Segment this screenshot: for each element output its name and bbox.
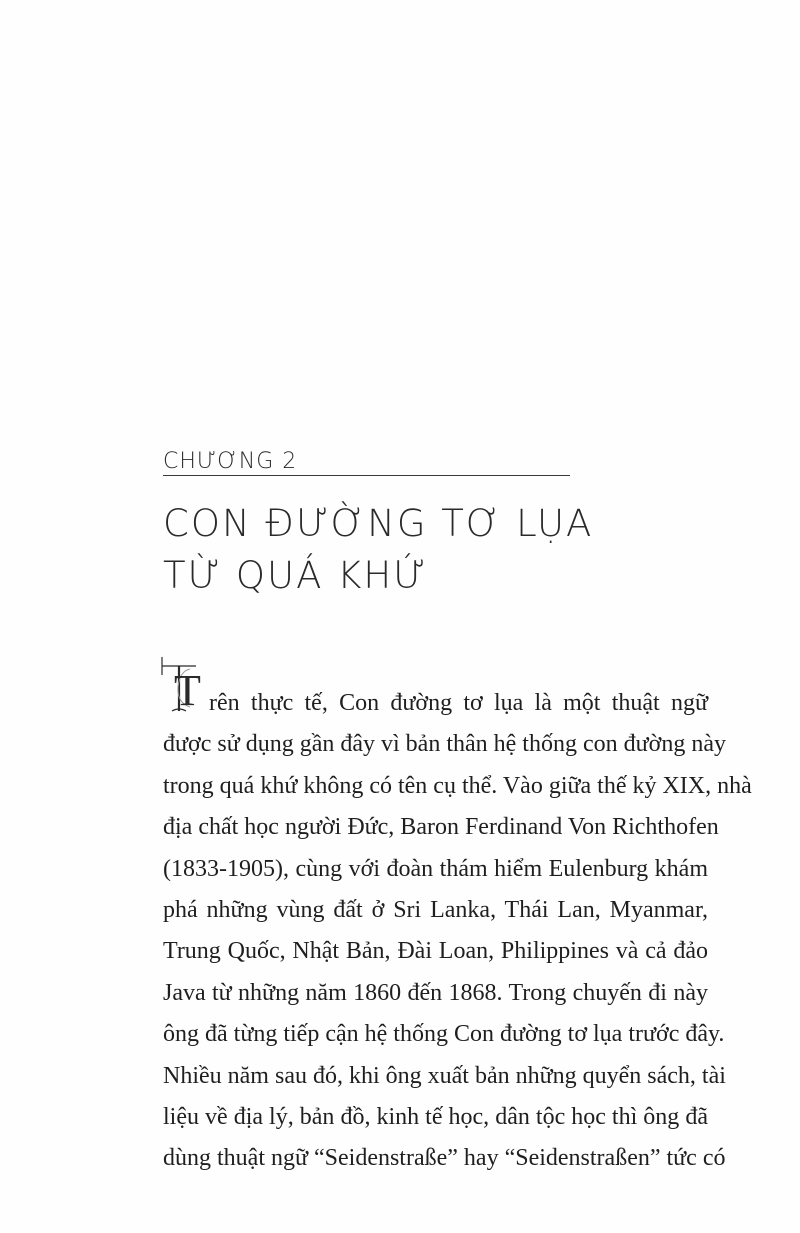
body-line: Trung Quốc, Nhật Bản, Đài Loan, Philippines và cả đảo bbox=[163, 938, 708, 965]
chapter-title bbox=[163, 498, 683, 602]
body-line: liệu về địa lý, bản đồ, kinh tế học, dân tộc học thì ông đã bbox=[163, 1103, 708, 1130]
body-line: được sử dụng gần đây vì bản thân hệ thống con đường này bbox=[163, 731, 726, 758]
chapter-label: CHƯƠNG 2 bbox=[163, 449, 298, 474]
chapter-title-line-2: TỪ QUÁ KHỨ bbox=[163, 554, 428, 597]
body-paragraph bbox=[163, 683, 752, 1180]
body-line: Java từ những năm 1860 đến 1868. Trong chuyến đi này bbox=[163, 979, 708, 1006]
dropcap-letter: T bbox=[174, 666, 201, 715]
body-line: địa chất học người Đức, Baron Ferdinand Von Richthofen bbox=[163, 814, 719, 841]
body-line: Nhiều năm sau đó, khi ông xuất bản những quyển sách, tài bbox=[163, 1062, 726, 1089]
chapter-title-line-1: CON ĐƯỜNG TƠ LỤA bbox=[163, 502, 594, 545]
body-line: trong quá khứ không có tên cụ thể. Vào giữa thế kỷ XIX, nhà bbox=[163, 772, 752, 799]
body-line: dùng thuật ngữ “Seidenstraße” hay “Seidenstraßen” tức có bbox=[163, 1145, 726, 1172]
chapter-divider bbox=[163, 475, 570, 476]
body-line: (1833-1905), cùng với đoàn thám hiểm Eulenburg khám bbox=[163, 855, 708, 882]
body-line: rên thực tế, Con đường tơ lụa là một thuật ngữ bbox=[209, 690, 708, 716]
body-line: phá những vùng đất ở Sri Lanka, Thái Lan, Myanmar, bbox=[163, 896, 708, 923]
body-line: ông đã từng tiếp cận hệ thống Con đường tơ lụa trước đây. bbox=[163, 1021, 725, 1048]
